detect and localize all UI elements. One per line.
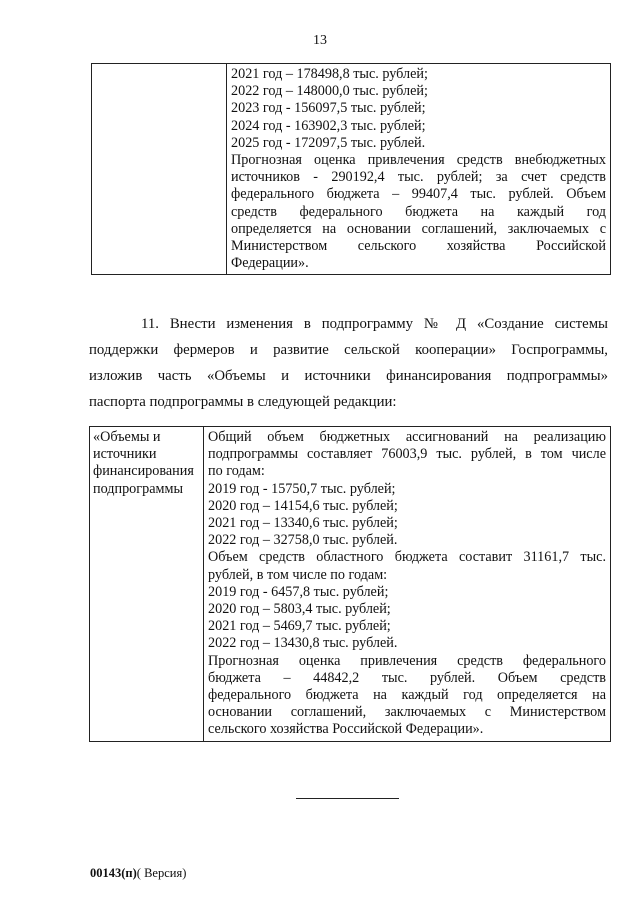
document-footer: [90, 866, 186, 881]
paragraph-line: федерального бюджета – 99407,4 тыс. рублей. Объем: [231, 186, 606, 203]
year-line: 2023 год - 156097,5 тыс. рублей;: [231, 100, 426, 117]
paragraph-line: Прогнозная оценка привлечения средств федерального: [208, 652, 606, 669]
paragraph-line: Прогнозная оценка привлечения средств внебюджетных: [231, 152, 606, 169]
paragraph-line: федерального бюджета на каждый год определяется на: [208, 687, 606, 704]
year-line: 2024 год - 163902,3 тыс. рублей;: [231, 117, 426, 134]
paragraph-line: изложив часть «Объемы и источники финансирования подпрограммы»: [89, 368, 608, 384]
table-label-cell: [92, 64, 227, 275]
paragraph-line: подпрограммы составляет 76003,9 тыс. рублей, в том числе: [208, 446, 606, 463]
year-line: 2020 год – 5803,4 тыс. рублей;: [208, 601, 391, 618]
paragraph-line: поддержки фермеров и развитие сельской кооперации» Госпрограммы,: [89, 342, 608, 358]
paragraph-line: источников - 290192,4 тыс. рублей; за счет средств: [231, 169, 606, 186]
year-line: 2019 год - 6457,8 тыс. рублей;: [208, 583, 389, 600]
year-line: 2020 год – 14154,6 тыс. рублей;: [208, 497, 398, 514]
table-row: [90, 427, 611, 742]
label-line: финансирования: [93, 463, 194, 480]
paragraph-line: Федерации».: [231, 255, 309, 272]
paragraph-line: бюджета – 44842,2 тыс. рублей. Объем средств: [208, 669, 606, 686]
paragraph-line: сельского хозяйства Российской Федерации».: [208, 721, 484, 738]
label-line: источники: [93, 446, 157, 463]
label-line: подпрограммы: [93, 480, 183, 497]
paragraph-line: по годам:: [208, 463, 265, 480]
year-line: 2019 год - 15750,7 тыс. рублей;: [208, 480, 396, 497]
label-line: «Объемы и: [93, 429, 161, 445]
year-line: 2022 год – 32758,0 тыс. рублей.: [208, 532, 398, 549]
year-line: 2022 год – 13430,8 тыс. рублей.: [208, 635, 398, 652]
paragraph-line: Объем средств областного бюджета составит 31161,7 тыс.: [208, 549, 606, 566]
year-line: 2021 год – 13340,6 тыс. рублей;: [208, 515, 398, 532]
paragraph-line: паспорта подпрограммы в следующей редакции:: [89, 394, 397, 410]
funding-table-new: [89, 426, 611, 742]
amendment-paragraph: [89, 311, 608, 415]
table-label-cell: [90, 427, 204, 742]
paragraph-line: Министерством сельского хозяйства Российской: [231, 238, 606, 255]
table-value-cell: [227, 64, 611, 275]
paragraph-line: Общий объем бюджетных ассигнований на реализацию: [208, 429, 606, 445]
year-line: 2025 год - 172097,5 тыс. рублей.: [231, 134, 426, 151]
page-number: 13: [313, 33, 327, 48]
document-code: 00143(п): [90, 866, 137, 880]
end-separator-line: [296, 798, 399, 799]
year-line: 2021 год – 178498,8 тыс. рублей;: [231, 66, 428, 82]
table-row: [92, 64, 611, 275]
funding-table-continued: [91, 63, 611, 275]
paragraph-line: средств федерального бюджета на каждый год: [231, 203, 606, 220]
paragraph-line: рублей, в том числе по годам:: [208, 566, 388, 583]
document-version: ( Версия): [136, 866, 187, 880]
table-value-cell: [204, 427, 611, 742]
paragraph-line: 11. Внести изменения в подпрограмму № Д «Создание системы: [141, 316, 608, 332]
paragraph-line: определяется на основании соглашений, заключаемых с: [231, 220, 606, 237]
paragraph-line: основании соглашений, заключаемых с Министерством: [208, 704, 606, 721]
year-line: 2022 год – 148000,0 тыс. рублей;: [231, 83, 428, 100]
year-line: 2021 год – 5469,7 тыс. рублей;: [208, 618, 391, 635]
